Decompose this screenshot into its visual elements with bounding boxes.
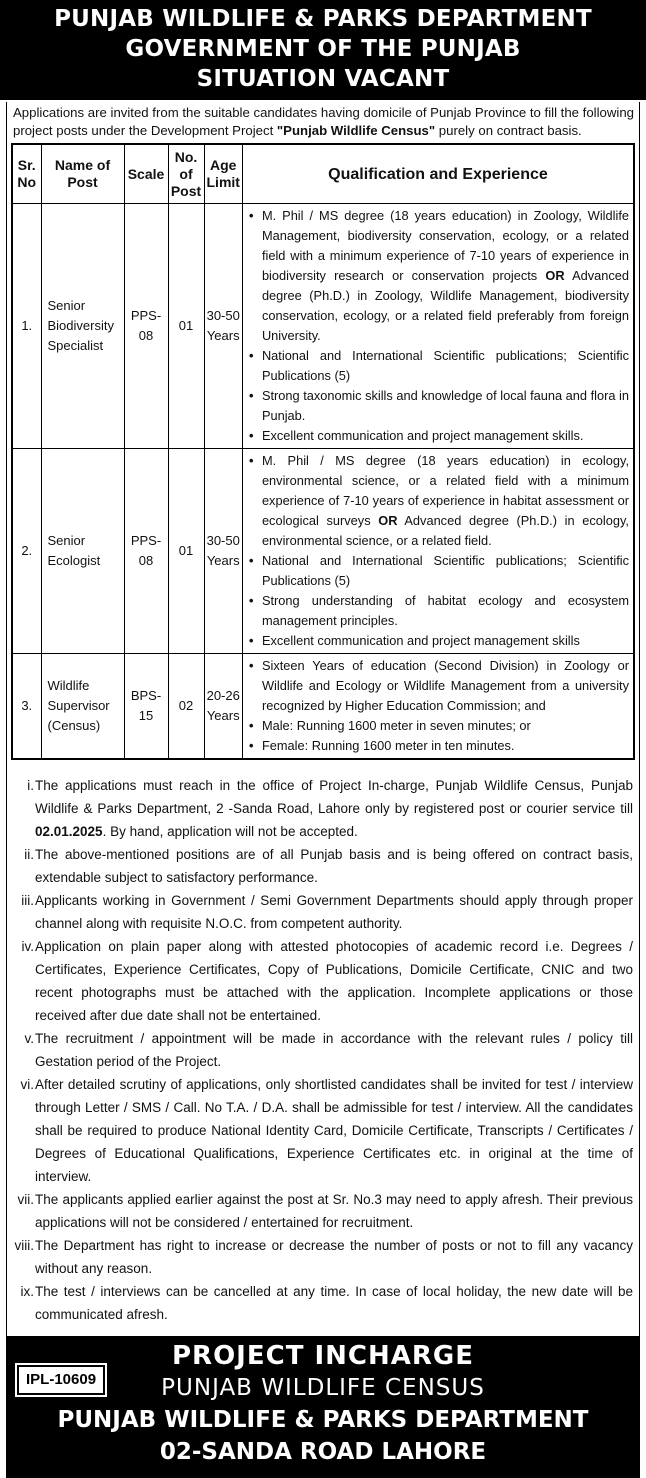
- government-title: GOVERNMENT OF THE PUNJAB: [125, 36, 521, 62]
- term-number: vii.: [17, 1192, 34, 1207]
- term-text-part: The applications must reach in the office of Project In-charge, Punjab Wildlife Census, Punjab Wildlife & Parks Department, 2 -Sanda Road, Lahore only by registered post or courier service till: [35, 778, 633, 816]
- table-row: [12, 449, 634, 654]
- advertisement-body: [6, 102, 640, 1478]
- cell-no-of-post: 02: [168, 654, 204, 760]
- term-text: [35, 1027, 635, 1073]
- header-no-of-post: No. of Post: [168, 144, 204, 204]
- term-item: [13, 935, 635, 1027]
- qualification-text: Male: Running 1600 meter in seven minutes; or: [261, 718, 531, 733]
- posts-table: [11, 143, 635, 760]
- qualification-text-end: Advanced degree (Ph.D.) in Zoology, Wildlife Management, biodiversity conservation, ecology, or a related field preferably from foreign University.: [261, 268, 629, 343]
- header-age-limit: Age Limit: [204, 144, 242, 204]
- header-qualification: Qualification and Experience: [242, 144, 634, 204]
- cell-age-limit: 30-50 Years: [204, 449, 242, 654]
- situation-vacant-title: SITUATION VACANT: [196, 66, 450, 92]
- term-text: [35, 774, 635, 843]
- term-number: viii.: [14, 1238, 34, 1253]
- cell-qualification: [242, 654, 634, 760]
- term-text-part: The recruitment / appointment will be made in accordance with the relevant rules / policy till Gestation period of the Project.: [35, 1031, 633, 1069]
- term-text-part: After detailed scrutiny of applications, only shortlisted candidates shall be invited for test / interview through Letter / SMS / Call. No T.A. / D.A. shall be admissible for test / interview. All the candidates shall be required to produce National Identity Card, Domicile Certificate, Transcripts / Certificates / Degrees of Educational Qualifications, Experience Certificates etc. in original at the time of interview.: [35, 1077, 633, 1184]
- term-number: i.: [27, 778, 34, 793]
- term-text-part: The applicants applied earlier against the post at Sr. No.3 may need to apply afresh. Their previous applications will not be considered / entertained for recruitment.: [35, 1192, 633, 1230]
- table-row: [12, 654, 634, 760]
- qualification-item: [249, 551, 629, 591]
- table-body: [12, 204, 634, 760]
- qualification-text: M. Phil / MS degree (18 years education) in ecology, environmental science, or a related field with a minimum experience of 7-10 years of experience in habitat assessment or ecological surveys: [261, 453, 629, 528]
- term-text: [35, 889, 635, 935]
- terms-list: [7, 760, 639, 1330]
- term-text-end: . By hand, application will not be accepted.: [102, 824, 358, 839]
- cell-sr-no: 2.: [12, 449, 41, 654]
- term-text-part: The above-mentioned positions are of all Punjab basis and is being offered on contract basis, extendable subject to satisfactory performance.: [35, 847, 633, 885]
- intro-text: Applications are invited from the suitable candidates having domicile of Punjab Province to fill the following project posts under the Development Project: [13, 105, 634, 138]
- qualification-list: [249, 451, 629, 651]
- qualification-item: [249, 736, 629, 756]
- footer-band: [7, 1336, 639, 1477]
- project-incharge-label: PROJECT INCHARGE: [172, 1341, 474, 1371]
- qualification-list: [249, 656, 629, 756]
- cell-scale: PPS-08: [124, 449, 168, 654]
- qualification-item: [249, 591, 629, 631]
- intro-paragraph: [7, 102, 639, 143]
- qualification-text-end: Advanced degree (Ph.D.) in ecology, environmental science, or a related field.: [261, 513, 629, 548]
- cell-qualification: [242, 449, 634, 654]
- term-item: [13, 889, 635, 935]
- cell-no-of-post: 01: [168, 204, 204, 449]
- term-text-part: The test / interviews can be cancelled at any time. In case of local holiday, the new date will be communicated afresh.: [35, 1284, 633, 1322]
- cell-age-limit: 30-50 Years: [204, 204, 242, 449]
- cell-post-name: Senior Ecologist: [41, 449, 124, 654]
- term-number: iii.: [21, 893, 34, 908]
- cell-post-name: Senior Biodiversity Specialist: [41, 204, 124, 449]
- cell-sr-no: 1.: [12, 204, 41, 449]
- term-text: [35, 843, 635, 889]
- cell-age-limit: 20-26 Years: [204, 654, 242, 760]
- qualification-text: Sixteen Years of education (Second Division) in Zoology or Wildlife and Ecology or Wildlife Management from a university recognized by Higher Education Commission; and: [261, 658, 629, 713]
- header-sr-no: Sr. No: [12, 144, 41, 204]
- term-item: [13, 1027, 635, 1073]
- term-item: [13, 843, 635, 889]
- term-text: [35, 935, 635, 1027]
- term-text: [35, 1234, 635, 1280]
- qualification-item: [249, 386, 629, 426]
- term-item: [13, 1234, 635, 1280]
- term-number: ix.: [20, 1284, 34, 1299]
- term-text-part: The Department has right to increase or decrease the number of posts or not to fill any vacancy without any reason.: [35, 1238, 633, 1276]
- qualification-text: Strong taxonomic skills and knowledge of local fauna and flora in Punjab.: [261, 388, 629, 423]
- table-header-row: [12, 144, 634, 204]
- term-text-part: Application on plain paper along with attested photocopies of academic record i.e. Degrees / Certificates, Experience Certificates, Copy of Publications, Domicile Certificate, CNIC and two recent photographs must be attached with the application. Incomplete applications or those received after due date shall not be entertained.: [35, 939, 633, 1023]
- department-name: PUNJAB WILDLIFE & PARKS DEPARTMENT: [57, 1407, 589, 1433]
- qualification-text: Excellent communication and project management skills.: [261, 428, 584, 443]
- census-name: PUNJAB WILDLIFE CENSUS: [161, 1375, 485, 1401]
- qualification-item: [249, 716, 629, 736]
- qualification-text: National and International Scientific publications; Scientific Publications (5): [261, 553, 629, 588]
- qualification-list: [249, 206, 629, 446]
- qualification-emphasis: OR: [545, 268, 565, 283]
- qualification-emphasis: OR: [378, 513, 398, 528]
- cell-qualification: [242, 204, 634, 449]
- term-item: [13, 1188, 635, 1234]
- qualification-item: [249, 631, 629, 651]
- cell-scale: BPS-15: [124, 654, 168, 760]
- cell-scale: PPS-08: [124, 204, 168, 449]
- term-item: [13, 1280, 635, 1326]
- header-name-of-post: Name of Post: [41, 144, 124, 204]
- term-number: v.: [24, 1031, 34, 1046]
- cell-post-name: Wildlife Supervisor (Census): [41, 654, 124, 760]
- header-band: [0, 0, 646, 100]
- qualification-text: Excellent communication and project management skills: [261, 633, 580, 648]
- term-number: ii.: [24, 847, 34, 862]
- term-text: [35, 1073, 635, 1188]
- term-text-part: Applicants working in Government / Semi Government Departments should apply through proper channel along with requisite N.O.C. from competent authority.: [35, 893, 633, 931]
- deadline-date: 02.01.2025: [35, 824, 103, 839]
- cell-no-of-post: 01: [168, 449, 204, 654]
- header-scale: Scale: [124, 144, 168, 204]
- term-item: [13, 1073, 635, 1188]
- intro-text-end: purely on contract basis.: [435, 122, 582, 138]
- term-number: iv.: [21, 939, 34, 954]
- term-text: [35, 1280, 635, 1326]
- qualification-text: Female: Running 1600 meter in ten minutes.: [261, 738, 515, 753]
- qualification-text: M. Phil / MS degree (18 years education) in Zoology, Wildlife Management, biodiversity conservation, ecology, or a related field with a minimum experience of 7-10 years of experience in biodiversity research or conservation projects: [261, 208, 629, 283]
- ipl-number-badge: IPL-10609: [17, 1365, 105, 1395]
- term-item: [13, 774, 635, 843]
- term-number: vi.: [20, 1077, 34, 1092]
- qualification-item: [249, 206, 629, 346]
- qualification-item: [249, 656, 629, 716]
- qualification-item: [249, 426, 629, 446]
- qualification-text: National and International Scientific publications; Scientific Publications (5): [261, 348, 629, 383]
- cell-sr-no: 3.: [12, 654, 41, 760]
- department-title: PUNJAB WILDLIFE & PARKS DEPARTMENT: [54, 6, 592, 32]
- qualification-item: [249, 346, 629, 386]
- project-name: "Punjab Wildlife Census": [276, 122, 436, 138]
- qualification-item: [249, 451, 629, 551]
- address: 02-SANDA ROAD LAHORE: [159, 1439, 487, 1465]
- qualification-text: Strong understanding of habitat ecology and ecosystem management principles.: [261, 593, 629, 628]
- table-row: [12, 204, 634, 449]
- term-text: [35, 1188, 635, 1234]
